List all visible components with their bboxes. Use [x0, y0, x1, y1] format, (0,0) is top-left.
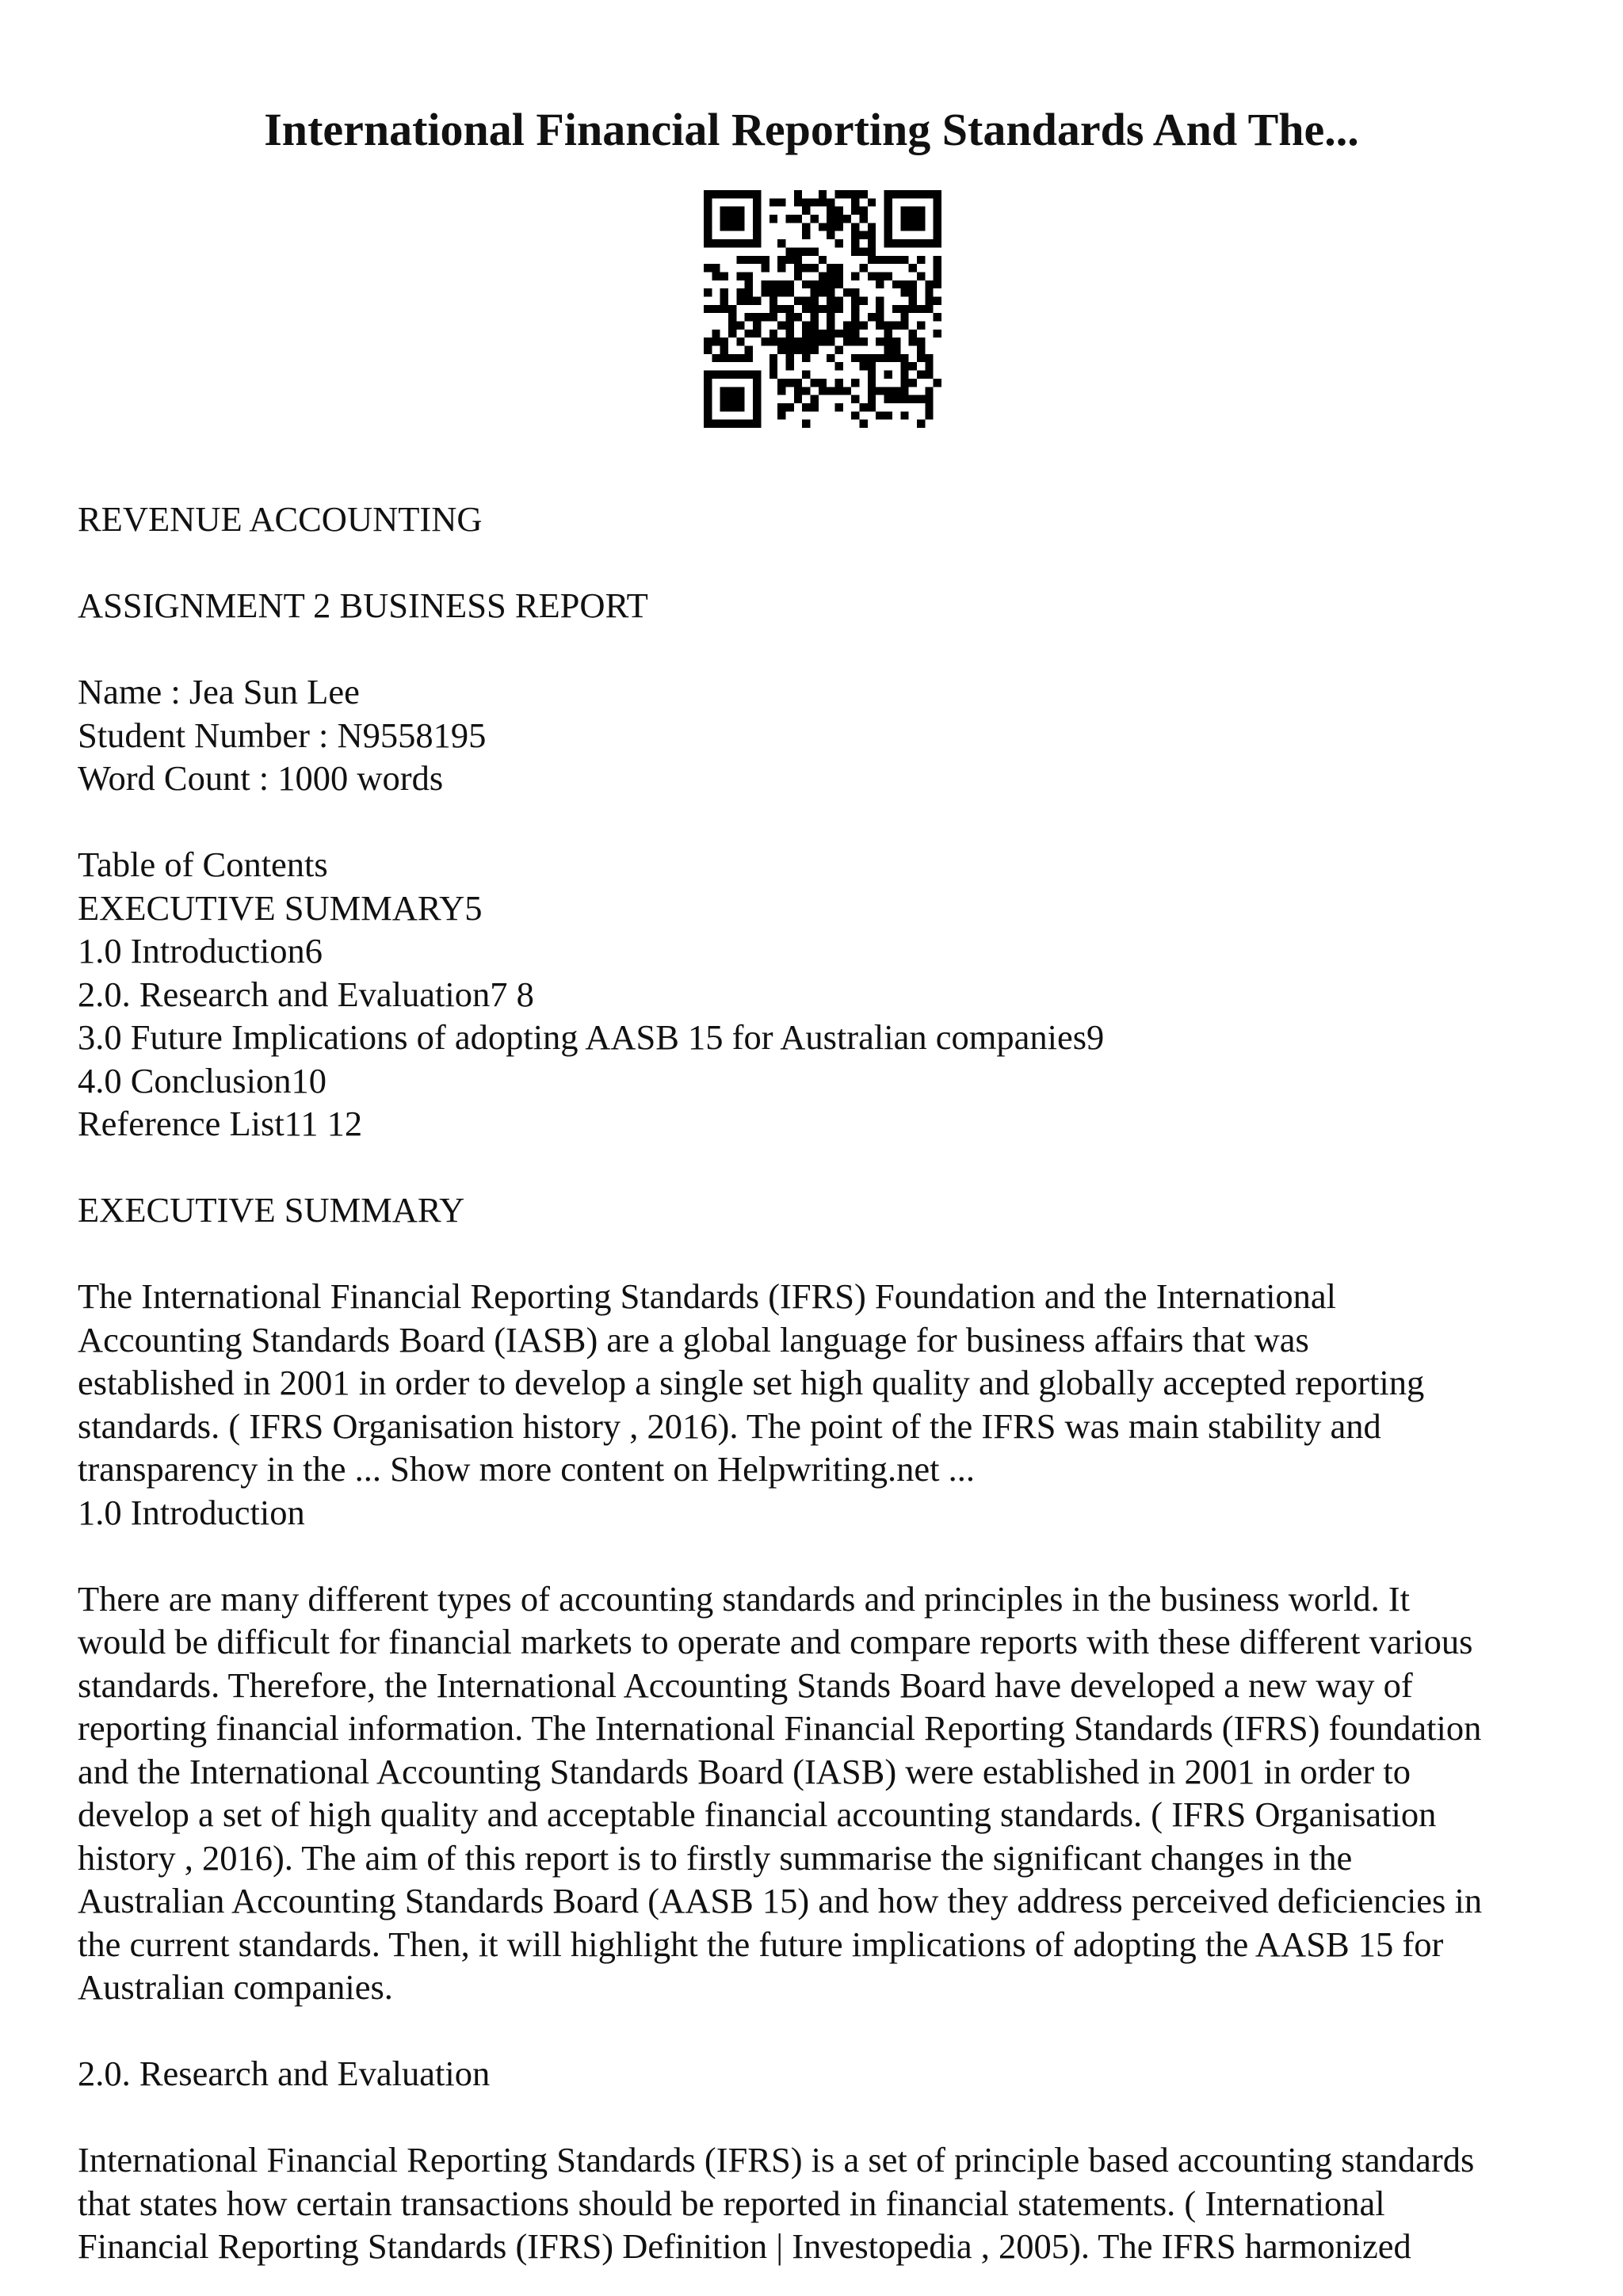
toc-heading: Table of Contents — [78, 845, 328, 884]
paragraph-line: history , 2016). The aim of this report is to firstly summarise the significant changes in the — [78, 1837, 1353, 1878]
paragraph-line: the current standards. Then, it will highlight the future implications of adopting the AASB 15 for — [78, 1924, 1444, 1964]
paragraph-line: and the International Accounting Standards Board (IASB) were established in 2001 in order to — [78, 1751, 1411, 1791]
paragraph-line: International Financial Reporting Standards (IFRS) is a set of principle based accounting standards — [78, 2140, 1475, 2180]
paragraph-line: transparency in the ... Show more content on Helpwriting.net ... — [78, 1449, 976, 1489]
qr-code-icon — [704, 190, 941, 428]
paragraph-line: standards. Therefore, the International Accounting Stands Board have developed a new way of — [78, 1665, 1413, 1705]
document-body — [78, 498, 1583, 2268]
word-count: Word Count : 1000 words — [78, 758, 444, 798]
paragraph-line: standards. ( IFRS Organisation history , 2016). The point of the IFRS was main stability and — [78, 1405, 1381, 1446]
paragraph-line: Financial Reporting Standards (IFRS) Definition | Investopedia , 2005). The IFRS harmonized — [78, 2226, 1411, 2266]
paragraph-line: reporting financial information. The International Financial Reporting Standards (IFRS) foundation — [78, 1708, 1482, 1748]
toc-item: Reference List11 12 — [78, 1104, 363, 1143]
paragraph-line: established in 2001 in order to develop a single set high quality and globally accepted reporting — [78, 1363, 1425, 1402]
paragraph-line: There are many different types of accounting standards and principles in the business world. It — [78, 1578, 1411, 1619]
section-heading-executive-summary: EXECUTIVE SUMMARY — [78, 1190, 465, 1230]
course-heading: REVENUE ACCOUNTING — [78, 499, 483, 539]
paragraph-line: that states how certain transactions should be reported in financial statements. ( International — [78, 2183, 1385, 2223]
toc-item: 2.0. Research and Evaluation7 8 — [78, 974, 534, 1014]
paragraph-line: would be difficult for financial markets to operate and compare reports with these different various — [78, 1622, 1473, 1661]
section-heading-introduction: 1.0 Introduction — [78, 1492, 305, 1532]
toc-item: EXECUTIVE SUMMARY5 — [78, 887, 483, 928]
toc-item: 3.0 Future Implications of adopting AASB 15 for Australian companies9 — [78, 1017, 1105, 1057]
paragraph-line: Australian Accounting Standards Board (AASB 15) and how they address perceived deficiencies in — [78, 1881, 1483, 1920]
document-title: International Financial Reporting Standards And The... — [264, 104, 1359, 155]
paragraph-line: Australian companies. — [78, 1967, 393, 2007]
paragraph-line: develop a set of high quality and acceptable financial accounting standards. ( IFRS Organisation — [78, 1794, 1437, 1834]
section-heading-research: 2.0. Research and Evaluation — [78, 2054, 491, 2093]
student-number: Student Number : N9558195 — [78, 715, 487, 755]
assignment-heading: ASSIGNMENT 2 BUSINESS REPORT — [78, 585, 648, 625]
student-name: Name : Jea Sun Lee — [78, 672, 360, 711]
paragraph-line: Accounting Standards Board (IASB) are a global language for business affairs that was — [78, 1319, 1309, 1360]
toc-item: 1.0 Introduction6 — [78, 931, 323, 971]
toc-item: 4.0 Conclusion10 — [78, 1060, 327, 1100]
paragraph-line: The International Financial Reporting Standards (IFRS) Foundation and the International — [78, 1276, 1337, 1316]
